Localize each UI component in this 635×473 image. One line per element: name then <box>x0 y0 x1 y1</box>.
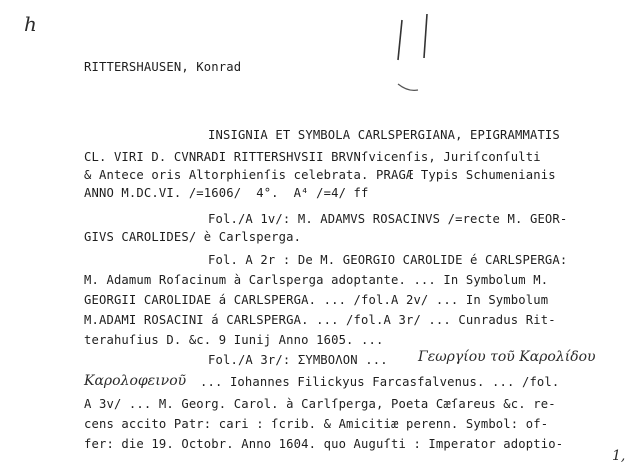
imprint-line: ANNO M.DC.VI. /=1606/ 4°. A⁴ /=4/ ff <box>84 186 369 200</box>
author-heading: RITTERSHAUSEN, Konrad <box>84 60 242 74</box>
note-line-12: fer: die 19. Octobr. Anno 1604. quo Auguſti : Imperator adoptio- <box>84 437 564 451</box>
title-line-1: INSIGNIA ET SYMBOLA CARLSPERGIANA, EPIGRAMMATIS <box>208 128 560 142</box>
note-line-9: ... Iohannes Filickyus Farcasfalvenus. ... /fol. <box>200 375 560 389</box>
pen-stroke-left <box>398 20 402 60</box>
note-line-10: A 3v/ ... M. Georg. Carol. à Carlſperga, Poeta Cæſareus &c. re- <box>84 397 556 411</box>
pen-hook <box>398 84 418 90</box>
note-line-4: M. Adamum Roſacinum à Carlsperga adoptante. ... In Symbolum M. <box>84 273 549 287</box>
note-line-11: cens accito Patr: cari : ſcrib. & Amicitiæ perenn. Symbol: of- <box>84 417 549 431</box>
note-line-8: Fol./A 3r/: ΣΥΜΒΟΛΟΝ ... <box>208 353 388 367</box>
pen-stroke-right <box>424 14 427 58</box>
note-line-7: terahuſius D. &c. 9 Iunij Anno 1605. ... <box>84 333 384 347</box>
page-mark: 1, <box>612 448 626 464</box>
note-line-6: M.ADAMI ROSACINI á CARLSPERGA. ... /fol.A 3r/ ... Cunradus Rit- <box>84 313 556 327</box>
note-line-1: Fol./A 1v/: M. ADAMVS ROSACINVS /=recte M. GEOR- <box>208 212 568 226</box>
note-line-5: GEORGII CAROLIDAE á CARLSPERGA. ... /fol.A 2v/ ... In Symbolum <box>84 293 549 307</box>
corner-handwritten-mark: h <box>24 12 37 36</box>
title-line-2: CL. VIRI D. CVNRADI RITTERSHVSII BRVNſvicenſis, Juriſconſulti <box>84 150 541 164</box>
greek-handwriting-1: Γεωργίου τοῦ Καρολίδου <box>418 349 596 365</box>
note-line-2: GIVS CAROLIDES/ è Carlsperga. <box>84 230 302 244</box>
greek-handwriting-2: Καρολοφεινοῦ <box>84 373 187 389</box>
title-line-3: & Antece oris Altorphienſis celebrata. PRAGÆ Typis Schumenianis <box>84 168 556 182</box>
note-line-3: Fol. A 2r : De M. GEORGIO CAROLIDE é CARLSPERGA: <box>208 253 568 267</box>
